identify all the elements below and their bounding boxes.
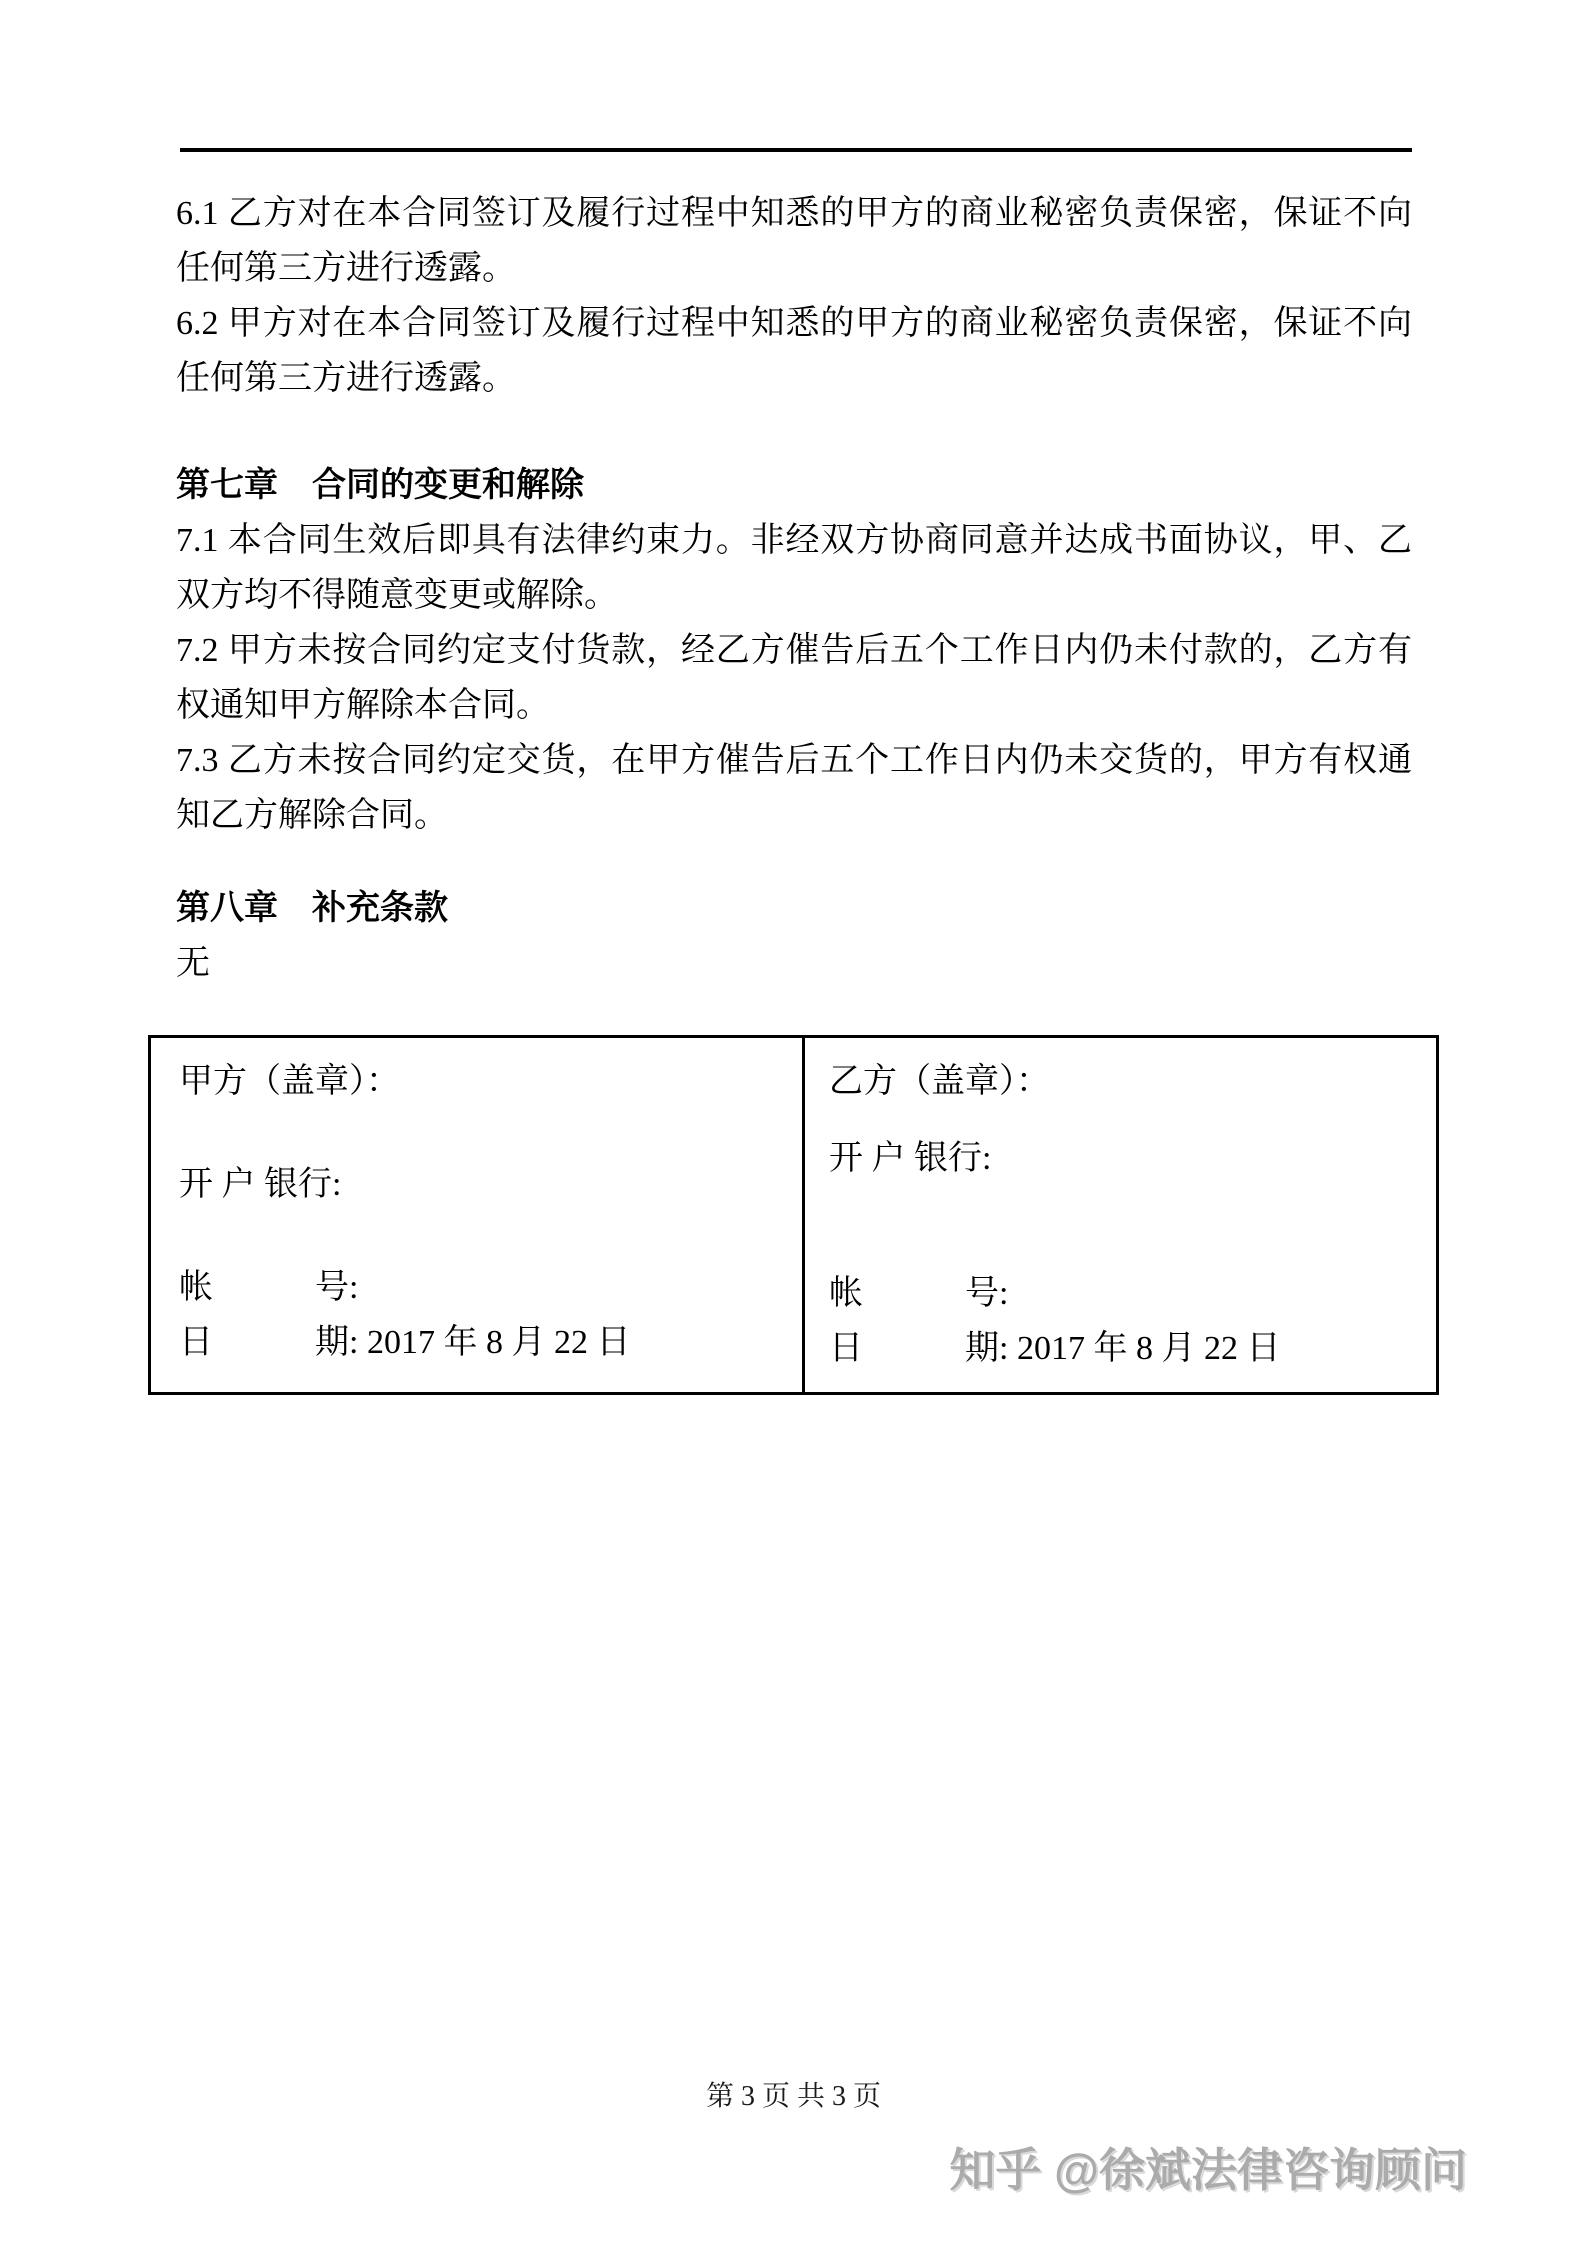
clause-6-2: 6.2 甲方对在本合同签订及履行过程中知悉的甲方的商业秘密负责保密，保证不向任何第三方进行透露。	[176, 305, 1412, 397]
clause-7-1: 7.1 本合同生效后即具有法律约束力。非经双方协商同意并达成书面协议，甲、乙双方均不得随意变更或解除。	[176, 522, 1412, 614]
clause-7-2: 7.2 甲方未按合同约定支付货款，经乙方催告后五个工作日内仍未付款的，乙方有权通知甲方解除本合同。	[176, 632, 1412, 724]
chapter-8-heading: 第八章 补充条款	[176, 890, 448, 927]
party-a-date-value: 日 期: 2017 年 8 月 22 日	[179, 1324, 631, 1361]
clause-6-1: 6.1 乙方对在本合同签订及履行过程中知悉的甲方的商业秘密负责保密，保证不向任何第三方进行透露。	[176, 195, 1412, 287]
document-body	[176, 186, 1412, 1395]
party-b-date-value: 日 期: 2017 年 8 月 22 日	[829, 1330, 1281, 1367]
party-a-seal-label: 甲方（盖章）：	[179, 1063, 400, 1100]
zhihu-watermark: 知乎 @徐斌法律咨询顾问	[949, 2144, 1467, 2196]
party-a-signature-cell	[151, 1038, 805, 1392]
party-b-seal-label: 乙方（盖章）：	[829, 1063, 1050, 1100]
party-b-bank-label: 开 户 银行:	[829, 1140, 992, 1177]
page-number-footer: 第 3 页 共 3 页	[705, 2081, 881, 2112]
chapter-8-body: 无	[176, 945, 210, 982]
chapter-7-heading: 第七章 合同的变更和解除	[176, 467, 584, 504]
header-divider-rule	[180, 148, 1412, 152]
signature-table	[148, 1035, 1439, 1395]
party-b-signature-cell	[805, 1038, 1436, 1392]
party-a-account-label: 帐 号:	[179, 1269, 359, 1306]
party-b-account-label: 帐 号:	[829, 1275, 1009, 1312]
party-a-bank-label: 开 户 银行:	[179, 1166, 342, 1203]
clause-7-3: 7.3 乙方未按合同约定交货，在甲方催告后五个工作日内仍未交货的，甲方有权通知乙方解除合同。	[176, 742, 1412, 834]
